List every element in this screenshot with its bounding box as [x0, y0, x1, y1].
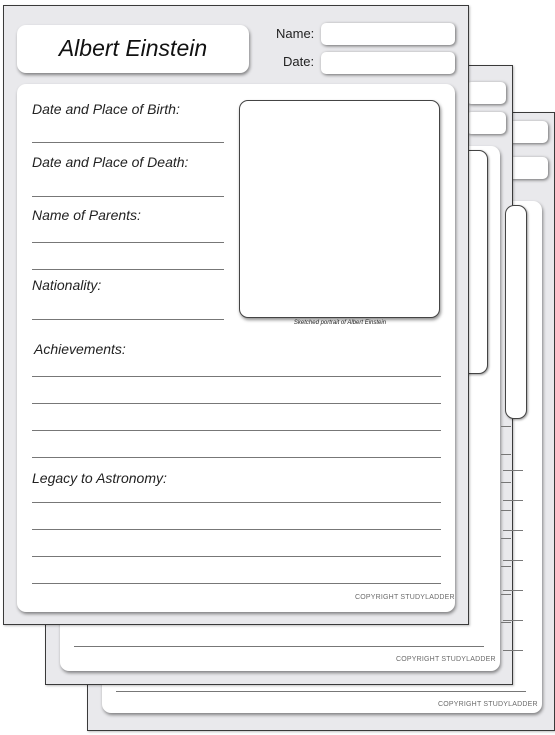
name-field[interactable] — [321, 23, 455, 45]
back-sheet-2-right-line — [503, 650, 523, 651]
portrait-frame[interactable] — [239, 100, 440, 318]
legacy-line-2[interactable] — [32, 529, 441, 530]
back-sheet-2-right-line — [503, 620, 523, 621]
back-sheet-2-right-line — [503, 470, 523, 471]
back-sheet-2-right-line — [503, 590, 523, 591]
achievements-label: Achievements: — [34, 341, 126, 357]
copyright-text: COPYRIGHT STUDYLADDER — [355, 594, 455, 601]
date-field[interactable] — [321, 52, 455, 74]
back-sheet-2-line — [116, 691, 526, 692]
nationality-label: Nationality: — [32, 277, 102, 293]
front-sheet — [3, 5, 469, 625]
birth-label: Date and Place of Birth: — [32, 101, 180, 117]
back-sheet-1-tab-2 — [466, 112, 506, 134]
achievements-line-3[interactable] — [32, 430, 441, 431]
back-sheet-2-tab-1 — [508, 121, 548, 143]
back-sheet-1-tab-1 — [466, 82, 506, 104]
back-sheet-1-right-line — [501, 622, 511, 623]
birth-answer-line[interactable] — [32, 142, 224, 143]
main-panel — [17, 84, 455, 612]
back-sheet-1-right-line — [501, 510, 511, 511]
back-sheet-1-right-line — [501, 594, 511, 595]
back-sheet-2-right-line — [503, 500, 523, 501]
legacy-label: Legacy to Astronomy: — [32, 470, 167, 486]
back-sheet-2-copyright: COPYRIGHT STUDYLADDER — [438, 701, 538, 708]
worksheet-title: Albert Einstein — [58, 35, 208, 61]
achievements-line-1[interactable] — [32, 376, 441, 377]
parents-answer-line-1[interactable] — [32, 242, 224, 243]
achievements-line-4[interactable] — [32, 457, 441, 458]
achievements-line-2[interactable] — [32, 403, 441, 404]
date-label: Date: — [283, 54, 315, 69]
legacy-line-1[interactable] — [32, 502, 441, 503]
parents-label: Name of Parents: — [32, 207, 141, 223]
back-sheet-1-right-line — [501, 426, 511, 427]
back-sheet-1-right-line — [501, 482, 511, 483]
back-sheet-1-right-line — [501, 454, 511, 455]
back-sheet-1-right-line — [501, 566, 511, 567]
name-label: Name: — [276, 26, 315, 41]
parents-answer-line-2[interactable] — [32, 269, 224, 270]
back-sheet-2-portrait-frame — [505, 205, 527, 419]
back-sheet-1-right-line — [501, 538, 511, 539]
death-answer-line[interactable] — [32, 196, 224, 197]
legacy-line-4[interactable] — [32, 583, 441, 584]
title-box — [17, 25, 249, 73]
nationality-answer-line[interactable] — [32, 319, 224, 320]
back-sheet-1-copyright: COPYRIGHT STUDYLADDER — [396, 656, 496, 663]
back-sheet-1-line — [74, 646, 484, 647]
portrait-caption: Sketched portrait of Albert Einstein — [293, 320, 387, 326]
back-sheet-2-right-line — [503, 530, 523, 531]
death-label: Date and Place of Death: — [32, 154, 189, 170]
back-sheet-2-right-line — [503, 560, 523, 561]
back-sheet-2-tab-2 — [508, 157, 548, 179]
legacy-line-3[interactable] — [32, 556, 441, 557]
